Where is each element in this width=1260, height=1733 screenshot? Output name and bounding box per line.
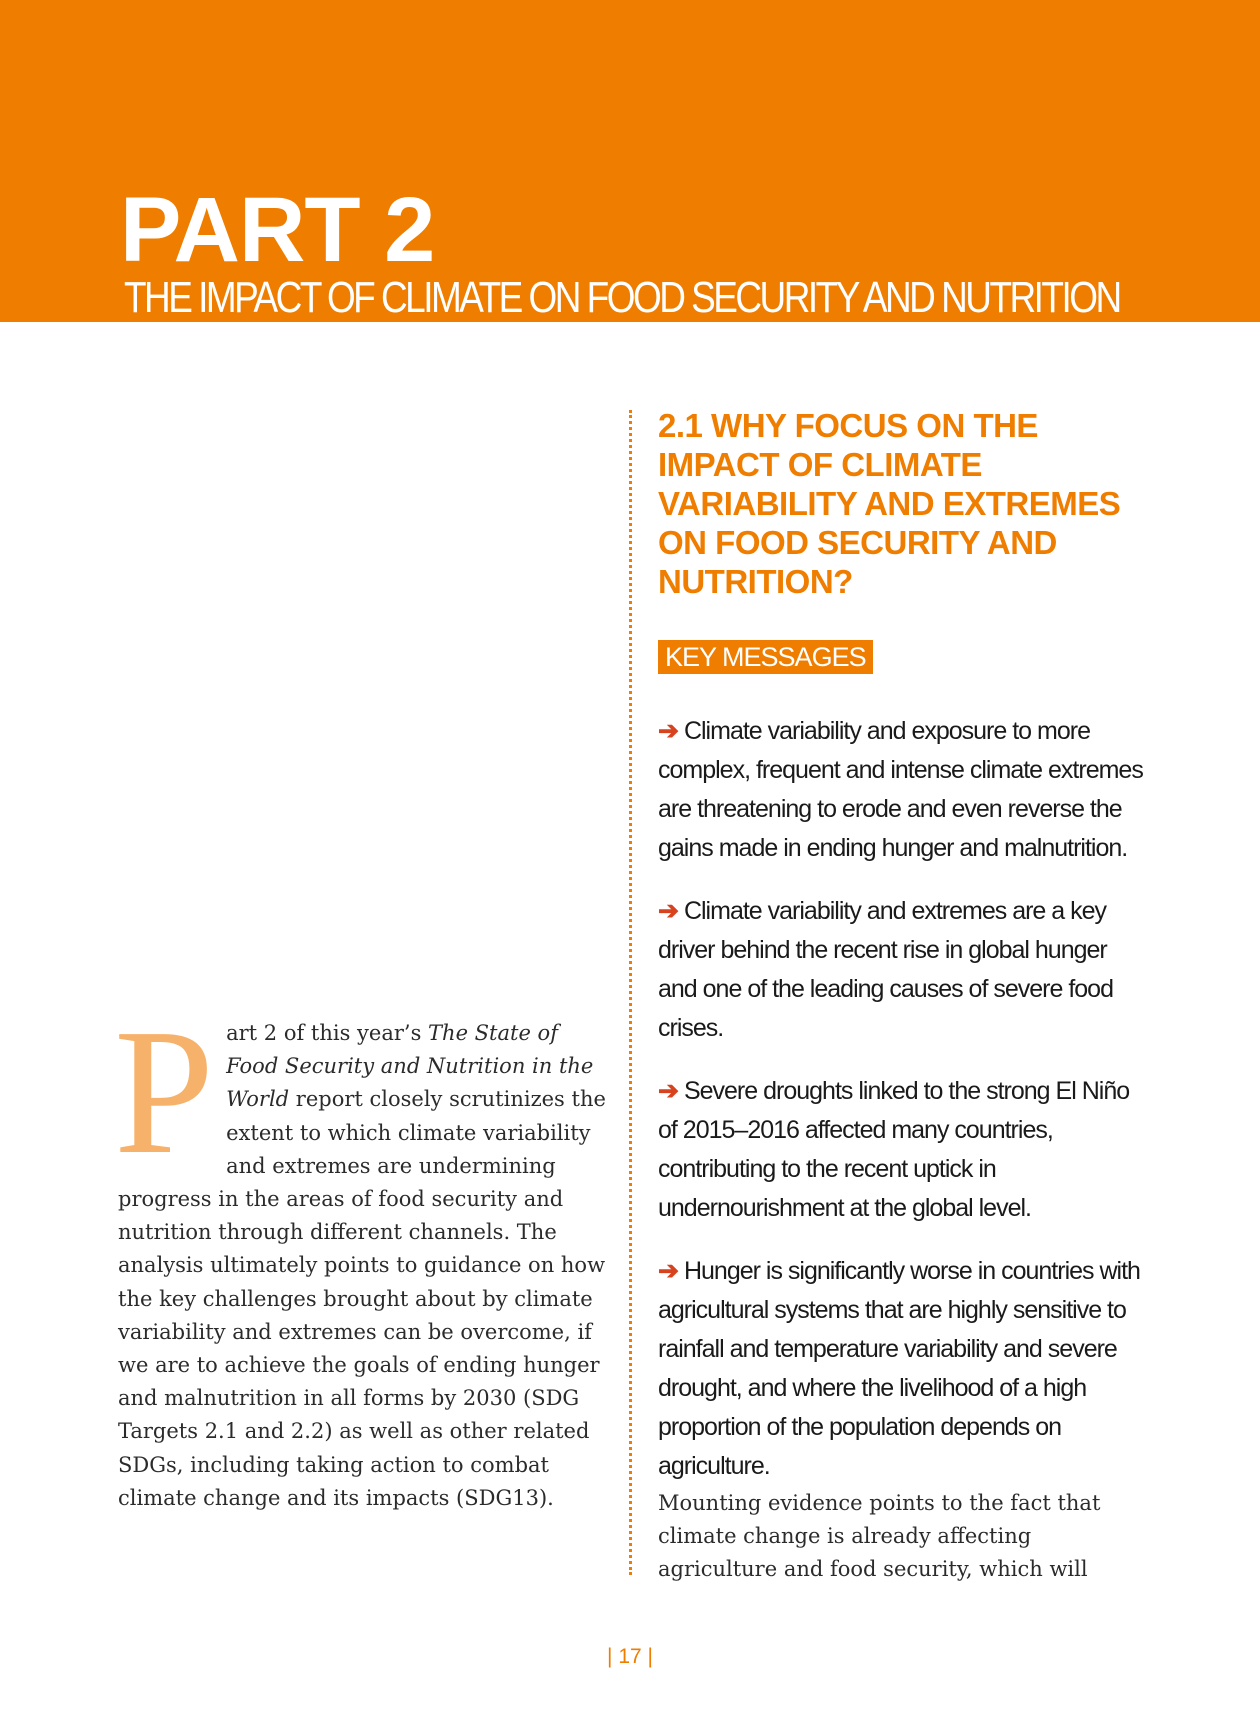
key-message: [658, 712, 1146, 868]
key-message: [658, 1252, 1146, 1486]
part-title: THE IMPACT OF CLIMATE ON FOOD SECURITY AND NUTRITION: [124, 273, 1120, 322]
intro-lead: art 2 of this year’s: [226, 1021, 429, 1045]
arrow-right-icon: ➔: [658, 1077, 678, 1105]
key-message-text: Severe droughts linked to the strong El Niño of 2015–2016 affected many countries, contributing to the recent uptick in undernourishment at the global level.: [658, 1077, 1130, 1222]
key-message-text: Climate variability and exposure to more complex, frequent and intense climate extremes are threatening to erode and even reverse the gains made in ending hunger and malnutrition.: [658, 717, 1143, 862]
arrow-right-icon: ➔: [658, 1257, 678, 1285]
part-label: PART 2: [120, 179, 435, 281]
intro-rest: report closely scrutinizes the extent to which climate variability and extremes are undermining progress in the areas of food security and nutrition through different channels. The analysis ultimately points to guidance on how the key challenges brought about by climate variability and extremes can be overcome, if we are to achieve the goals of ending hunger and malnutrition in all forms by 2030 (SDG Targets 2.1 and 2.2) as well as other related SDGs, including taking action to combat climate change and its impacts (SDG13).: [118, 1087, 606, 1510]
key-message: [658, 892, 1146, 1048]
key-messages-list: [658, 712, 1146, 1510]
report-title: The State of Food Security and Nutrition in the World: [226, 1021, 594, 1112]
column-divider: [629, 410, 632, 1575]
section-heading: 2.1 WHY FOCUS ON THE IMPACT OF CLIMATE VARIABILITY AND EXTREMES ON FOOD SECURITY AND NUTRITION?: [658, 407, 1121, 600]
header-banner: [0, 0, 1260, 322]
key-message-text: Climate variability and extremes are a key driver behind the recent rise in global hunger and one of the leading causes of severe food crises.: [658, 897, 1113, 1042]
key-message: [658, 1072, 1146, 1228]
arrow-right-icon: ➔: [658, 717, 678, 745]
arrow-right-icon: ➔: [658, 897, 678, 925]
body-paragraph: Mounting evidence points to the fact that climate change is already affecting agriculture and food security, which will: [658, 1491, 1101, 1582]
key-message-text: Hunger is significantly worse in countries with agricultural systems that are highly sensitive to rainfall and temperature variability and severe drought, and where the livelihood of a high proportion of the population depends on agriculture.: [658, 1257, 1140, 1480]
page-number: | 17 |: [607, 1645, 653, 1668]
intro-column: [114, 992, 608, 1515]
dropcap: P: [114, 992, 215, 1191]
key-messages-label: KEY MESSAGES: [658, 640, 873, 674]
